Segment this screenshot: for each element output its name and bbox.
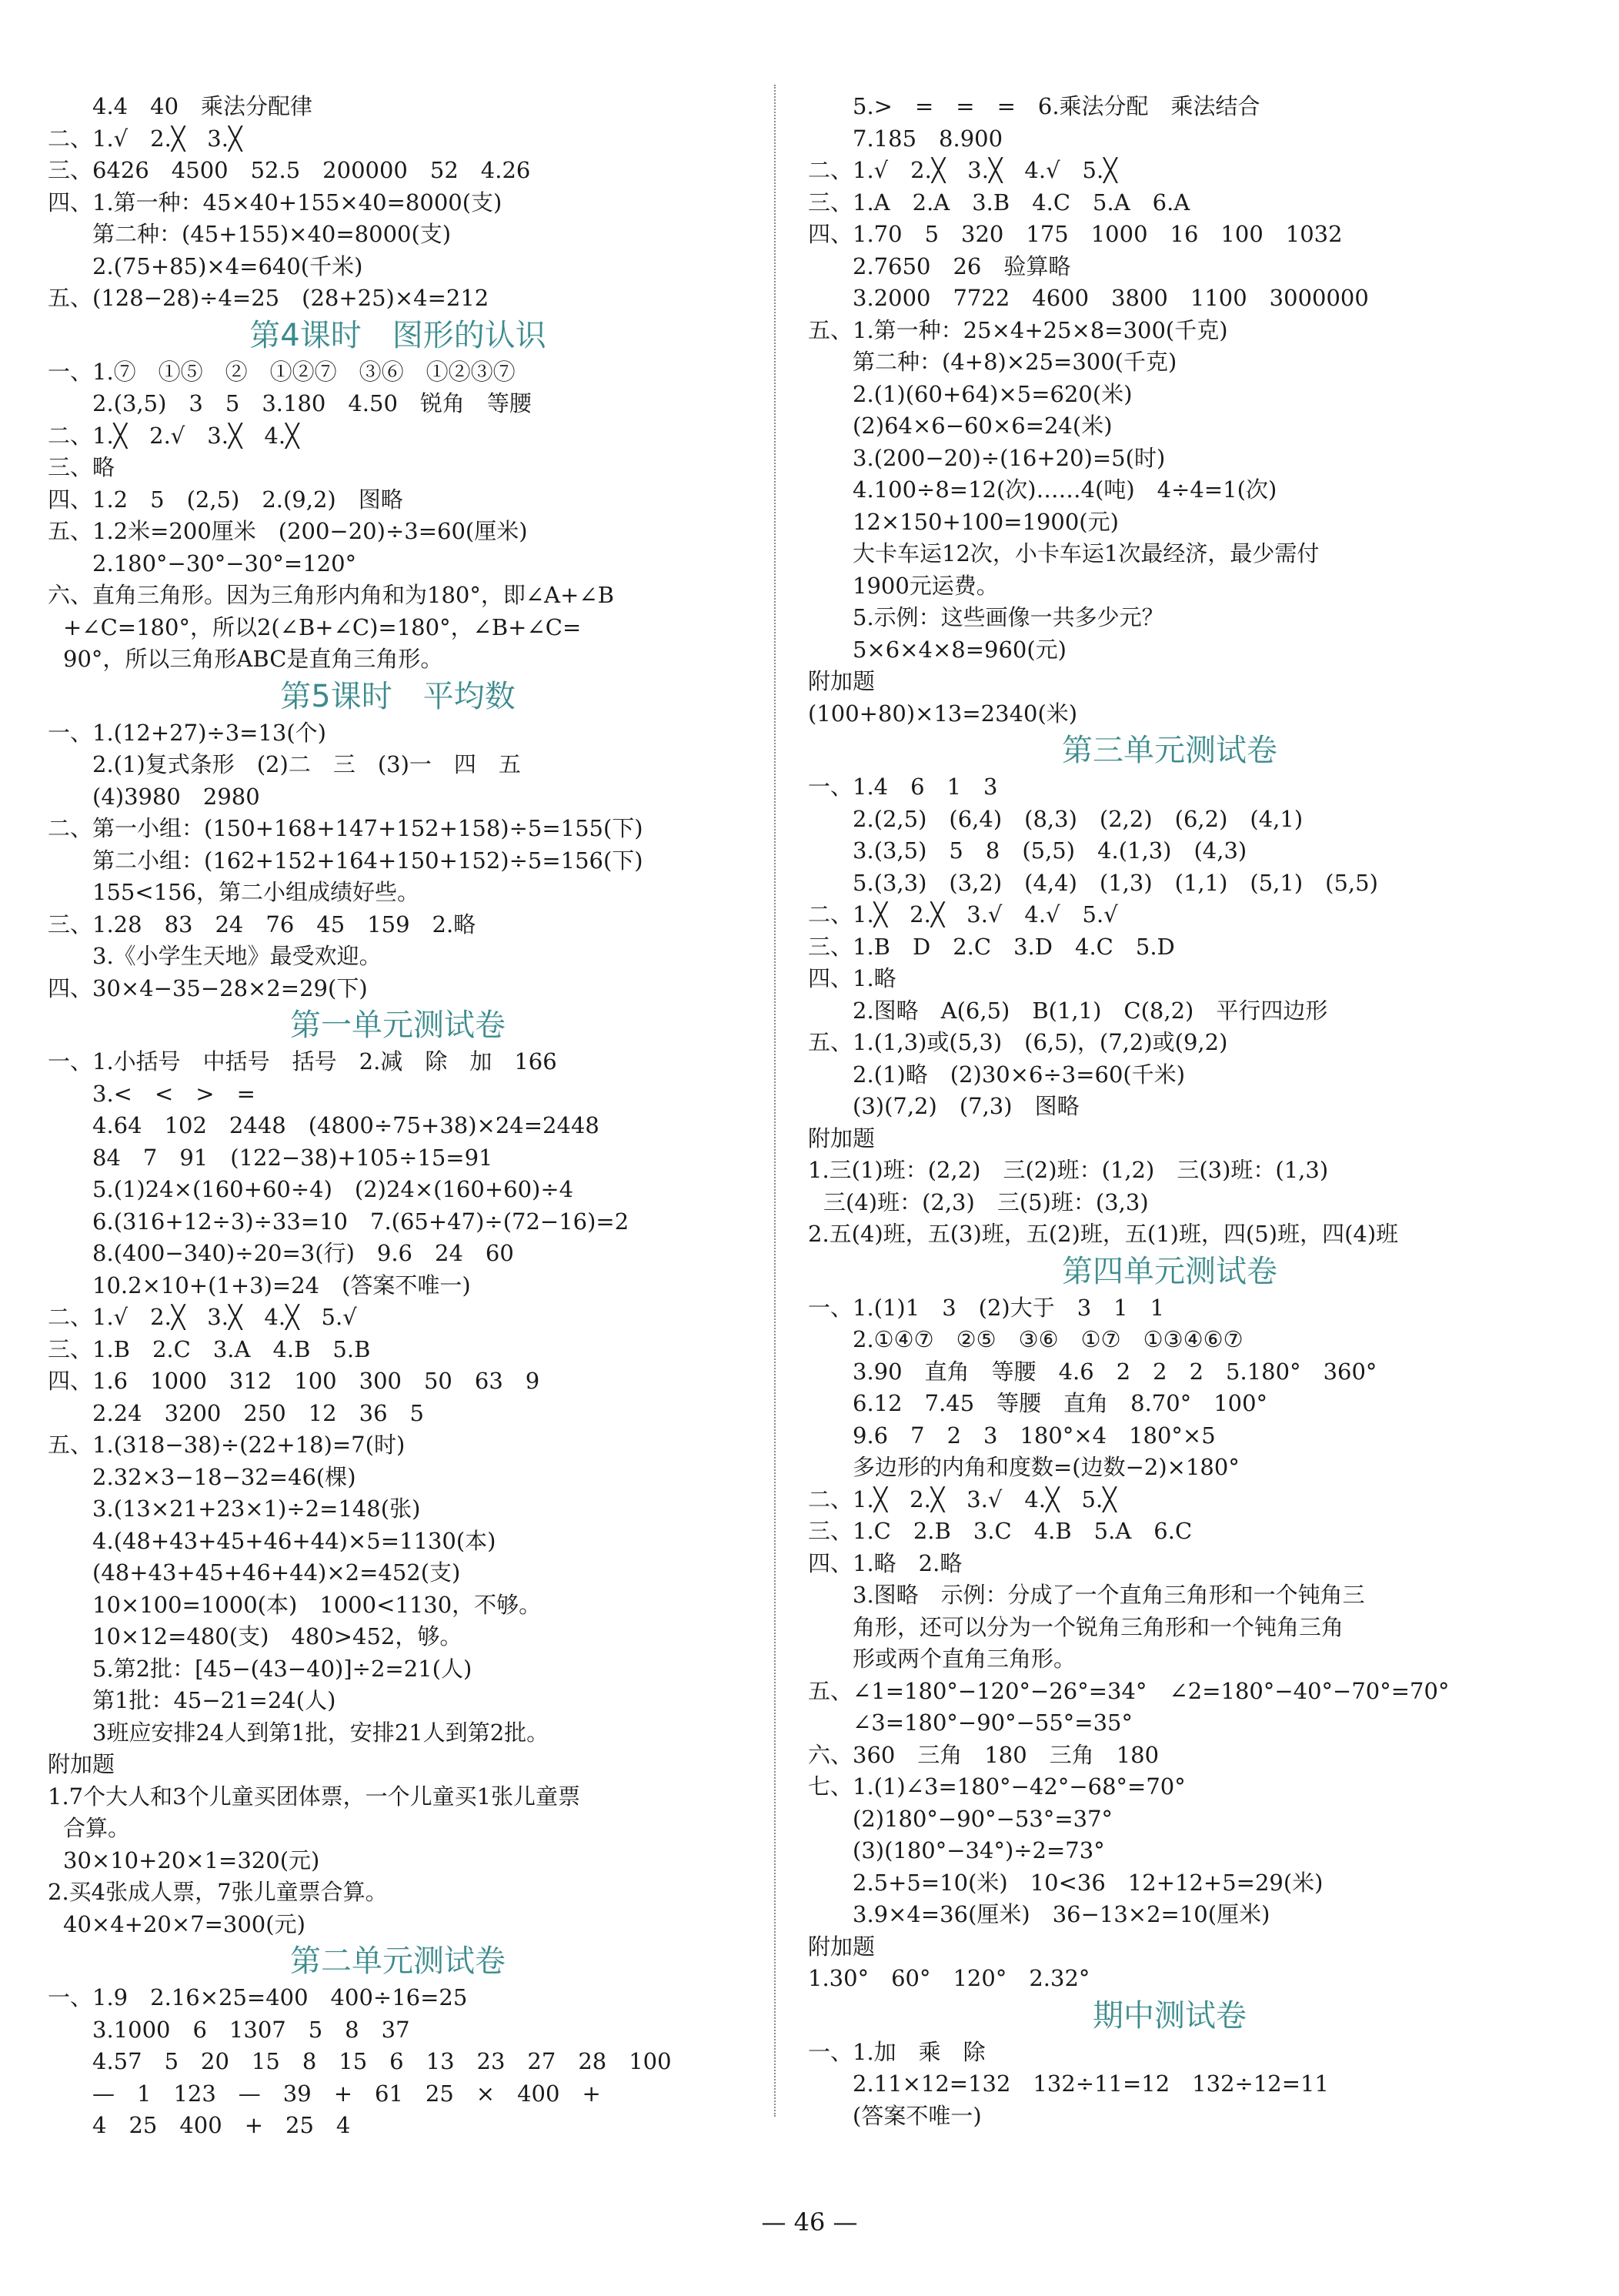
left-answer-line: 四、1.6 1000 312 100 300 50 63 9 <box>48 1368 540 1394</box>
left-section-heading: 第一单元测试卷 <box>290 1008 506 1043</box>
right-answer-line: 一、1.(1)1 3 (2)大于 3 1 1 <box>808 1294 1165 1321</box>
left-answer-line: 4.(48+43+45+46+44)×5=1130(本) <box>92 1527 496 1554</box>
left-answer-line: 二、1.√ 2.╳ 3.╳ 4.╳ 5.√ <box>48 1304 357 1330</box>
right-answer-line: 三、1.C 2.B 3.C 4.B 5.A 6.C <box>808 1518 1193 1544</box>
right-answer-line: 四、1.略 <box>808 965 896 991</box>
right-answer-line: (3)(180°−34°)÷2=73° <box>853 1837 1105 1863</box>
left-answer-line: +∠C=180°，所以2(∠B+∠C)=180°，∠B+∠C= <box>63 613 582 640</box>
right-answer-line: 1900元运费。 <box>853 572 999 599</box>
left-answer-line: 二、1.√ 2.╳ 3.╳ <box>48 125 242 152</box>
right-answer-line: 3.(3,5) 5 8 (5,5) 4.(1,3) (4,3) <box>853 837 1247 864</box>
right-answer-line: 2.(1)略 (2)30×6÷3=60(千米) <box>853 1061 1186 1088</box>
right-column <box>808 91 1531 2132</box>
right-answer-line: 12×150+100=1900(元) <box>853 508 1119 535</box>
left-answer-line: 第二小组：(162+152+164+150+152)÷5=156(下) <box>92 847 643 874</box>
right-answer-line: 第二种：(4+8)×25=300(千克) <box>853 349 1177 375</box>
right-answer-line: 2.五(4)班，五(3)班，五(2)班，五(1)班，四(5)班，四(4)班 <box>808 1221 1399 1247</box>
right-answer-line: (2)64×6−60×6=24(米) <box>853 413 1113 439</box>
left-answer-line: 四、1.第一种：45×40+155×40=8000(支) <box>48 189 502 216</box>
left-answer-line: 155<156，第二小组成绩好些。 <box>92 879 420 905</box>
left-answer-line: 5.(1)24×(160+60÷4) (2)24×(160+60)÷4 <box>92 1176 574 1202</box>
right-answer-line: 角形，还可以分为一个锐角三角形和一个钝角三角 <box>853 1613 1344 1640</box>
right-answer-line: (3)(7,2) (7,3) 图略 <box>853 1093 1080 1119</box>
left-answer-line: 一、1.小括号 中括号 括号 2.减 除 加 166 <box>48 1048 557 1074</box>
left-answer-line: 三、6426 4500 52.5 200000 52 4.26 <box>48 157 531 183</box>
left-answer-line: 三、略 <box>48 454 115 480</box>
left-answer-line: 三、1.28 83 24 76 45 159 2.略 <box>48 911 476 937</box>
left-section-heading: 第二单元测试卷 <box>290 1943 506 1979</box>
right-answer-line: 1.30° 60° 120° 2.32° <box>808 1965 1090 1991</box>
left-answer-line: 三、1.B 2.C 3.A 4.B 5.B <box>48 1335 371 1362</box>
left-answer-line: 2.(1)复式条形 (2)二 三 (3)一 四 五 <box>92 751 521 777</box>
right-answer-line: 2.7650 26 验算略 <box>853 252 1071 279</box>
right-answer-line: 二、1.╳ 2.╳ 3.√ 4.√ 5.√ <box>808 901 1118 927</box>
right-answer-line: 二、1.╳ 2.╳ 3.√ 4.╳ 5.╳ <box>808 1486 1117 1512</box>
right-answer-line: 5×6×4×8=960(元) <box>853 636 1067 663</box>
left-answer-line: 二、第一小组：(150+168+147+152+158)÷5=155(下) <box>48 815 643 841</box>
right-answer-line: 6.12 7.45 等腰 直角 8.70° 100° <box>853 1390 1268 1416</box>
left-answer-line: 五、1.2米=200厘米 (200−20)÷3=60(厘米) <box>48 518 528 544</box>
left-answer-line: 10×12=480(支) 480>452，够。 <box>92 1623 462 1649</box>
left-answer-line: 84 7 91 (122−38)+105÷15=91 <box>92 1144 493 1171</box>
right-answer-line: 三、1.A 2.A 3.B 4.C 5.A 6.A <box>808 189 1190 216</box>
left-answer-line: 五、1.(318−38)÷(22+18)=7(时) <box>48 1432 406 1458</box>
left-answer-line: 2.(75+85)×4=640(千米) <box>92 252 363 279</box>
left-answer-line: (4)3980 2980 <box>92 783 260 810</box>
right-answer-line: 大卡车运12次，小卡车运1次最经济，最少需付 <box>853 540 1320 566</box>
column-divider <box>774 85 776 2117</box>
right-answer-line: 附加题 <box>808 668 876 694</box>
left-answer-line: 2.(3,5) 3 5 3.180 4.50 锐角 等腰 <box>92 390 532 416</box>
left-answer-line: 3.《小学生天地》最受欢迎。 <box>92 943 382 969</box>
left-answer-line: 90°，所以三角形ABC是直角三角形。 <box>63 646 443 672</box>
left-answer-line: 4.57 5 20 15 8 15 6 13 23 27 28 100 <box>92 2048 672 2074</box>
right-answer-line: 三(4)班：(2,3) 三(5)班：(3,3) <box>823 1188 1149 1215</box>
right-answer-line: 五、1.(1,3)或(5,3) (6,5)，(7,2)或(9,2) <box>808 1029 1228 1055</box>
right-answer-line: 5.(3,3) (3,2) (4,4) (1,3) (1,1) (5,1) (5,5) <box>853 869 1378 896</box>
left-section-heading: 第4课时 图形的认识 <box>249 317 546 353</box>
left-answer-line: 4.4 40 乘法分配律 <box>92 93 313 119</box>
right-answer-line: (100+80)×13=2340(米) <box>808 700 1078 727</box>
right-answer-line: 多边形的内角和度数=(边数−2)×180° <box>853 1454 1240 1480</box>
right-answer-line: ∠3=180°−90°−55°=35° <box>853 1709 1133 1736</box>
right-answer-line: 三、1.B D 2.C 3.D 4.C 5.D <box>808 933 1175 960</box>
right-answer-line: 9.6 7 2 3 180°×4 180°×5 <box>853 1422 1216 1449</box>
left-answer-line: 1.7个大人和3个儿童买团体票，一个儿童买1张儿童票 <box>48 1783 581 1810</box>
left-answer-line: 10.2×10+(1+3)=24 (答案不唯一) <box>92 1272 471 1298</box>
right-answer-line: 3.2000 7722 4600 3800 1100 3000000 <box>853 285 1369 311</box>
left-answer-line: 3.< < > = <box>92 1080 255 1107</box>
left-answer-line: 合算。 <box>63 1815 131 1841</box>
right-answer-line: 附加题 <box>808 1125 876 1151</box>
left-answer-line: 一、1.(12+27)÷3=13(个) <box>48 719 326 746</box>
left-answer-line: 一、1.9 2.16×25=400 400÷16=25 <box>48 1984 468 2010</box>
left-answer-line: 四、1.2 5 (2,5) 2.(9,2) 图略 <box>48 486 403 513</box>
left-answer-line: 2.24 3200 250 12 36 5 <box>92 1399 424 1426</box>
right-answer-line: 5.示例：这些画像一共多少元？ <box>853 604 1164 630</box>
left-answer-line: 附加题 <box>48 1751 115 1777</box>
right-answer-line: 五、1.第一种：25×4+25×8=300(千克) <box>808 316 1228 343</box>
left-answer-line: 3班应安排24人到第1批，安排21人到第2批。 <box>92 1719 549 1746</box>
left-column <box>48 91 748 2142</box>
right-answer-line: 二、1.√ 2.╳ 3.╳ 4.√ 5.╳ <box>808 157 1117 183</box>
right-answer-line: 2.①④⑦ ②⑤ ③⑥ ①⑦ ①③④⑥⑦ <box>853 1326 1243 1352</box>
left-answer-line: 3.(13×21+23×1)÷2=148(张) <box>92 1496 421 1522</box>
left-answer-line: 四、30×4−35−28×2=29(下) <box>48 974 368 1001</box>
right-answer-line: 一、1.4 6 1 3 <box>808 774 998 800</box>
left-answer-line: 6.(316+12÷3)÷33=10 7.(65+47)÷(72−16)=2 <box>92 1208 629 1235</box>
left-answer-line: 2.32×3−18−32=46(棵) <box>92 1463 356 1490</box>
right-answer-line: (2)180°−90°−53°=37° <box>853 1805 1113 1832</box>
right-answer-line: 3.(200−20)÷(16+20)=5(时) <box>853 444 1166 471</box>
right-answer-line: 四、1.略 2.略 <box>808 1549 963 1576</box>
left-answer-line: 2.180°−30°−30°=120° <box>92 550 357 577</box>
left-answer-line: 5.第2批：[45−(43−40)]÷2=21(人) <box>92 1655 472 1682</box>
right-answer-line: 7.185 8.900 <box>853 125 1003 152</box>
right-section-heading: 第四单元测试卷 <box>1062 1253 1277 1289</box>
left-answer-line: 六、直角三角形。因为三角形内角和为180°，即∠A+∠B <box>48 582 615 608</box>
right-answer-line: (答案不唯一) <box>853 2102 982 2129</box>
right-answer-line: 一、1.加 乘 除 <box>808 2038 986 2065</box>
right-answer-line: 六、360 三角 180 三角 180 <box>808 1741 1160 1768</box>
right-answer-line: 2.11×12=132 132÷11=12 132÷12=11 <box>853 2070 1329 2097</box>
left-answer-line: 3.1000 6 1307 5 8 37 <box>92 2016 410 2043</box>
left-answer-line: 8.(400−340)÷20=3(行) 9.6 24 60 <box>92 1240 514 1266</box>
page-number: — 46 — <box>761 2207 858 2237</box>
left-answer-line: — 1 123 — 39 + 61 25 × 400 + <box>92 2080 601 2107</box>
right-answer-line: 3.90 直角 等腰 4.6 2 2 2 5.180° 360° <box>853 1358 1377 1385</box>
right-answer-line: 附加题 <box>808 1933 876 1960</box>
left-section-heading: 第5课时 平均数 <box>280 678 516 714</box>
right-answer-line: 3.图略 示例：分成了一个直角三角形和一个钝角三 <box>853 1582 1365 1608</box>
right-answer-line: 七、1.(1)∠3=180°−42°−68°=70° <box>808 1773 1186 1800</box>
right-answer-line: 四、1.70 5 320 175 1000 16 100 1032 <box>808 221 1343 247</box>
left-answer-line: 五、(128−28)÷4=25 (28+25)×4=212 <box>48 285 489 311</box>
right-answer-line: 1.三(1)班：(2,2) 三(2)班：(1,2) 三(3)班：(1,3) <box>808 1157 1329 1183</box>
left-answer-line: 40×4+20×7=300(元) <box>63 1910 305 1937</box>
left-answer-line: 第1批：45−21=24(人) <box>92 1687 336 1713</box>
right-section-heading: 第三单元测试卷 <box>1062 733 1277 768</box>
right-answer-line: 4.100÷8=12(次)……4(吨) 4÷4=1(次) <box>853 476 1277 503</box>
left-answer-line: 4.64 102 2448 (4800÷75+38)×24=2448 <box>92 1112 599 1138</box>
right-answer-line: 五、∠1=180°−120°−26°=34° ∠2=180°−40°−70°=70° <box>808 1677 1450 1704</box>
right-answer-line: 2.图略 A(6,5) B(1,1) C(8,2) 平行四边形 <box>853 997 1328 1024</box>
left-answer-line: 2.买4张成人票，7张儿童票合算。 <box>48 1879 388 1905</box>
left-answer-line: 二、1.╳ 2.√ 3.╳ 4.╳ <box>48 422 299 449</box>
right-answer-line: 5.> = = = 6.乘法分配 乘法结合 <box>853 93 1260 119</box>
left-answer-line: 4 25 400 + 25 4 <box>92 2112 351 2138</box>
right-answer-line: 2.(1)(60+64)×5=620(米) <box>853 380 1133 407</box>
left-answer-line: (48+43+45+46+44)×2=452(支) <box>92 1559 461 1586</box>
left-answer-line: 第二种：(45+155)×40=8000(支) <box>92 221 452 247</box>
left-answer-line: 一、1.⑦ ①⑤ ② ①②⑦ ③⑥ ①②③⑦ <box>48 358 516 385</box>
right-answer-line: 2.(2,5) (6,4) (8,3) (2,2) (6,2) (4,1) <box>853 805 1304 832</box>
left-answer-line: 30×10+20×1=320(元) <box>63 1846 320 1873</box>
right-section-heading: 期中测试卷 <box>1093 1997 1247 2034</box>
right-answer-line: 2.5+5=10(米) 10<36 12+12+5=29(米) <box>853 1869 1324 1896</box>
right-answer-line: 3.9×4=36(厘米) 36−13×2=10(厘米) <box>853 1901 1270 1927</box>
left-answer-line: 10×100=1000(本) 1000<1130，不够。 <box>92 1591 542 1618</box>
right-answer-line: 形或两个直角三角形。 <box>853 1646 1077 1672</box>
